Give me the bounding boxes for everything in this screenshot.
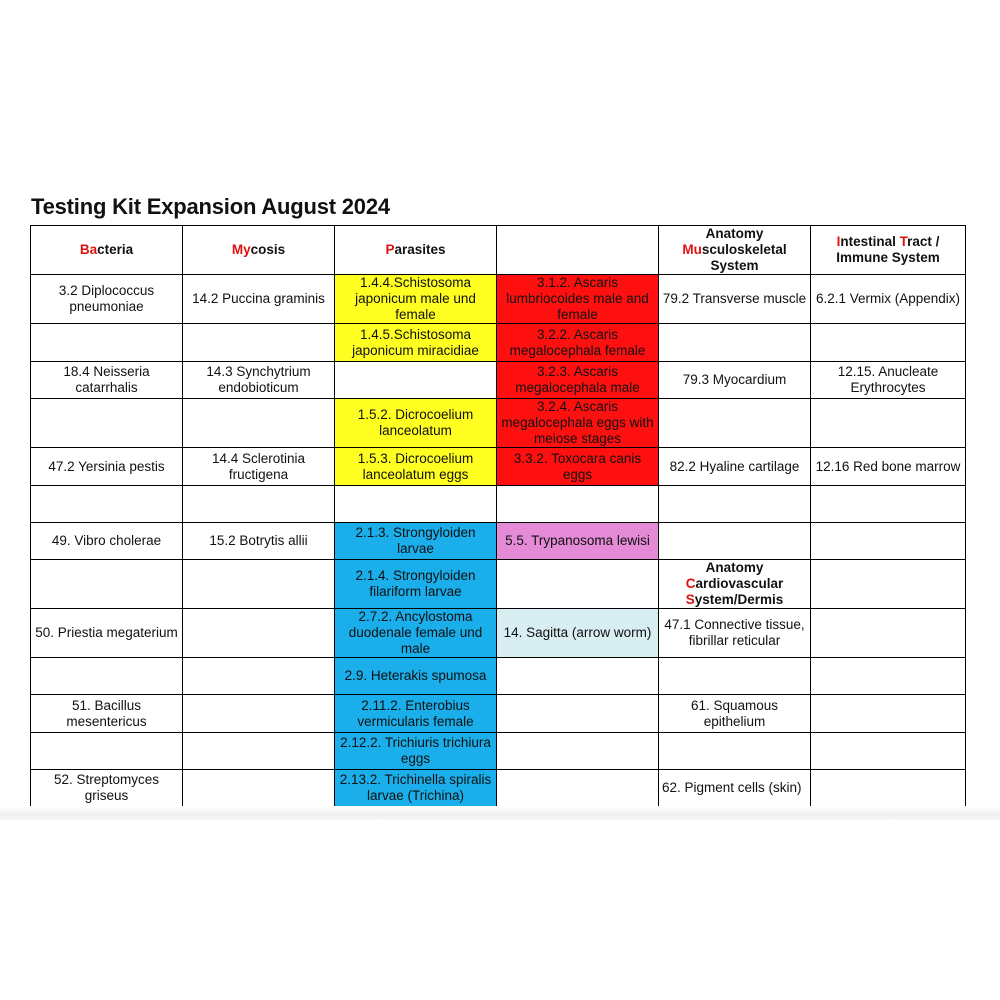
cell-intestinal — [811, 523, 966, 560]
cell-bacteria: 50. Priestia megaterium — [31, 609, 183, 658]
table-row — [31, 733, 966, 770]
cell-intestinal — [811, 324, 966, 362]
cell-intestinal — [811, 486, 966, 523]
cell-anatomy — [659, 486, 811, 523]
cell-parasite — [335, 362, 497, 399]
cell-bacteria: 47.2 Yersinia pestis — [31, 448, 183, 486]
cell-parasite — [497, 695, 659, 733]
header-mycosis: Mycosis — [183, 226, 335, 275]
cell-parasite: 2.11.2. Enterobius vermicularis female — [335, 695, 497, 733]
cell-anatomy: 62. Pigment cells (skin) — [659, 770, 811, 807]
cell-intestinal: 12.16 Red bone marrow — [811, 448, 966, 486]
table-row — [31, 695, 966, 733]
header-row — [31, 226, 966, 275]
cell-bacteria: 49. Vibro cholerae — [31, 523, 183, 560]
table-row — [31, 362, 966, 399]
cell-anatomy: 61. Squamous epithelium — [659, 695, 811, 733]
cell-parasite: 3.2.4. Ascaris megalocephala eggs with meiose stages — [497, 399, 659, 448]
table-row — [31, 770, 966, 807]
header-empty — [497, 226, 659, 275]
cell-parasite — [497, 560, 659, 609]
cell-intestinal — [811, 770, 966, 807]
cell-bacteria: 18.4 Neisseria catarrhalis — [31, 362, 183, 399]
cell-parasite: 3.2.2. Ascaris megalocephala female — [497, 324, 659, 362]
cell-anatomy: 47.1 Connective tissue, fibrillar reticular — [659, 609, 811, 658]
cell-bacteria — [31, 733, 183, 770]
cell-parasite — [497, 658, 659, 695]
cell-intestinal — [811, 399, 966, 448]
cell-mycosis: 15.2 Botrytis allii — [183, 523, 335, 560]
cell-mycosis — [183, 486, 335, 523]
cell-intestinal — [811, 560, 966, 609]
cell-parasite: 3.2.3. Ascaris megalocephala male — [497, 362, 659, 399]
cell-mycosis — [183, 399, 335, 448]
header-anatomy-musculoskeletal: Anatomy Musculoskeletal System — [659, 226, 811, 275]
table-row — [31, 560, 966, 609]
cell-parasite: 1.4.4.Schistosoma japonicum male und female — [335, 275, 497, 324]
cell-anatomy: 82.2 Hyaline cartilage — [659, 448, 811, 486]
cell-parasite: 3.1.2. Ascaris lumbriocoides male and female — [497, 275, 659, 324]
cell-intestinal — [811, 733, 966, 770]
testing-kit-table — [30, 225, 966, 807]
table-row — [31, 275, 966, 324]
cell-intestinal: 12.15. Anucleate Erythrocytes — [811, 362, 966, 399]
cell-parasite: 3.3.2. Toxocara canis eggs — [497, 448, 659, 486]
cell-mycosis: 14.3 Synchytrium endobioticum — [183, 362, 335, 399]
cell-parasite: 2.12.2. Trichiuris trichiura eggs — [335, 733, 497, 770]
cell-anatomy — [659, 399, 811, 448]
cell-anatomy: 79.3 Myocardium — [659, 362, 811, 399]
cell-intestinal: 6.2.1 Vermix (Appendix) — [811, 275, 966, 324]
cell-mycosis — [183, 733, 335, 770]
cell-intestinal — [811, 609, 966, 658]
cell-mycosis — [183, 560, 335, 609]
table-row — [31, 609, 966, 658]
page-title: Testing Kit Expansion August 2024 — [31, 194, 390, 219]
cell-bacteria — [31, 399, 183, 448]
table-row — [31, 486, 966, 523]
cell-bacteria: 52. Streptomyces griseus — [31, 770, 183, 807]
cell-bacteria — [31, 658, 183, 695]
cell-parasite — [497, 486, 659, 523]
cell-parasite: 5.5. Trypanosoma lewisi — [497, 523, 659, 560]
cell-parasite — [497, 733, 659, 770]
cell-mycosis — [183, 324, 335, 362]
cell-mycosis — [183, 658, 335, 695]
cell-parasite: 2.13.2. Trichinella spiralis larvae (Trichina) — [335, 770, 497, 807]
cell-parasite — [335, 486, 497, 523]
cell-parasite: 2.1.3. Strongyloiden larvae — [335, 523, 497, 560]
cell-parasite: 14. Sagitta (arrow worm) — [497, 609, 659, 658]
cell-mycosis — [183, 770, 335, 807]
cell-parasite: 2.7.2. Ancylostoma duodenale female und male — [335, 609, 497, 658]
cell-mycosis: 14.2 Puccina graminis — [183, 275, 335, 324]
cell-bacteria — [31, 324, 183, 362]
cell-anatomy — [659, 324, 811, 362]
header-bacteria: Bacteria — [31, 226, 183, 275]
cell-parasite: 1.4.5.Schistosoma japonicum miracidiae — [335, 324, 497, 362]
cell-parasite: 1.5.2. Dicrocoelium lanceolatum — [335, 399, 497, 448]
cell-intestinal — [811, 695, 966, 733]
cell-bacteria — [31, 560, 183, 609]
cell-mycosis — [183, 695, 335, 733]
cell-anatomy — [659, 658, 811, 695]
cell-anatomy: 79.2 Transverse muscle — [659, 275, 811, 324]
table-row — [31, 658, 966, 695]
cell-anatomy — [659, 733, 811, 770]
header-parasites: Parasites — [335, 226, 497, 275]
header-intestinal-immune: Intestinal Tract / Immune System — [811, 226, 966, 275]
header-anatomy-cardiovascular: Anatomy Cardiovascular System/Dermis — [659, 560, 811, 609]
table-row — [31, 324, 966, 362]
cell-parasite: 2.1.4. Strongyloiden filariform larvae — [335, 560, 497, 609]
cell-bacteria — [31, 486, 183, 523]
page-bottom-shadow — [0, 806, 1000, 820]
cell-parasite: 1.5.3. Dicrocoelium lanceolatum eggs — [335, 448, 497, 486]
cell-parasite — [497, 770, 659, 807]
cell-bacteria: 3.2 Diplococcus pneumoniae — [31, 275, 183, 324]
table-row — [31, 399, 966, 448]
table-row — [31, 448, 966, 486]
table-row — [31, 523, 966, 560]
cell-mycosis: 14.4 Sclerotinia fructigena — [183, 448, 335, 486]
cell-mycosis — [183, 609, 335, 658]
cell-anatomy — [659, 523, 811, 560]
cell-bacteria: 51. Bacillus mesentericus — [31, 695, 183, 733]
cell-intestinal — [811, 658, 966, 695]
cell-parasite: 2.9. Heterakis spumosa — [335, 658, 497, 695]
